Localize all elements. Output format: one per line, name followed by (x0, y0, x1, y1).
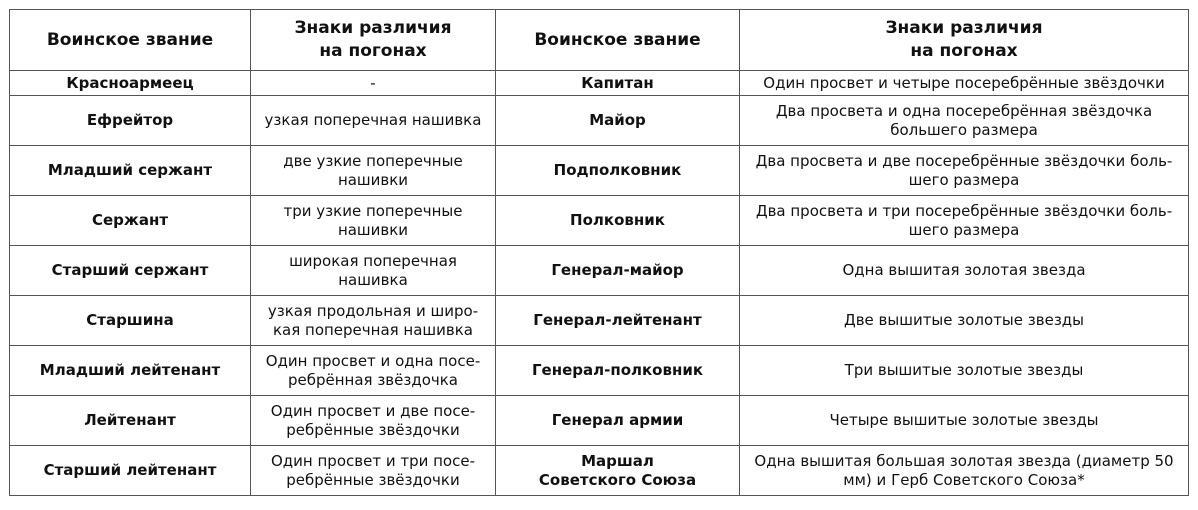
insignia-cell-right-line: Один просвет и четыре посеребрённые звёздочки (763, 73, 1165, 92)
table-row (10, 396, 1189, 446)
table-row (10, 146, 1189, 196)
insignia-cell-left (251, 96, 496, 146)
header-insignia-line1: Знаки различия (885, 18, 1043, 38)
ranks-table-container (9, 9, 1189, 496)
insignia-cell-right (740, 446, 1189, 496)
insignia-cell-right-line: большего размера (890, 120, 1038, 139)
insignia-cell-left-line: - (370, 73, 376, 92)
rank-cell-left: Старший лейтенант (10, 446, 251, 496)
insignia-cell-right (740, 396, 1189, 446)
insignia-cell-left-line: нашивки (337, 220, 409, 239)
insignia-cell-right (740, 346, 1189, 396)
rank-cell-right (496, 246, 740, 296)
rank-cell-right-line: Советского Союза (538, 470, 697, 489)
table-row (10, 96, 1189, 146)
insignia-cell-left-line: две узкие поперечные (283, 151, 463, 170)
table-row (10, 71, 1189, 96)
insignia-cell-right-line: Одна вышитая золотая звезда (842, 261, 1086, 279)
insignia-cell-left-line: Один просвет и три посе- (271, 451, 475, 470)
insignia-cell-left-line: три узкие поперечные (283, 201, 463, 220)
table-row (10, 446, 1189, 496)
header-row (10, 10, 1189, 71)
rank-cell-right (496, 446, 740, 496)
table-row (10, 246, 1189, 296)
insignia-cell-left-line: Один просвет и две посе- (270, 401, 476, 420)
rank-cell-left: Лейтенант (10, 396, 251, 446)
rank-cell-right-line: Капитан (581, 73, 654, 92)
insignia-cell-left (251, 396, 496, 446)
rank-cell-left: Младший сержант (10, 146, 251, 196)
rank-cell-right-line: Генерал армии (551, 411, 684, 429)
insignia-cell-left-line: ребрённые звёздочки (286, 420, 460, 439)
insignia-cell-left (251, 71, 496, 96)
insignia-cell-right-line: Два просвета и две посеребрённые звёздочки боль- (755, 151, 1173, 170)
rank-cell-right (496, 196, 740, 246)
insignia-cell-right (740, 196, 1189, 246)
table-row (10, 196, 1189, 246)
rank-cell-right (496, 346, 740, 396)
insignia-cell-right-line: Четыре вышитые золотые звезды (829, 411, 1099, 429)
insignia-cell-right (740, 146, 1189, 196)
insignia-cell-left-line: кая поперечная нашивка (272, 320, 474, 339)
insignia-cell-left (251, 146, 496, 196)
insignia-cell-left-line: узкая поперечная нашивка (264, 111, 482, 129)
insignia-cell-left (251, 246, 496, 296)
table-row (10, 296, 1189, 346)
rank-cell-right-line: Подполковник (553, 161, 682, 179)
insignia-cell-right-line: Два просвета и одна посеребрённая звёздочка (775, 101, 1153, 120)
insignia-cell-left-line: нашивка (338, 270, 408, 289)
rank-cell-left: Сержант (10, 196, 251, 246)
rank-cell-left: Старший сержант (10, 246, 251, 296)
insignia-cell-right-line: мм) и Герб Советского Союза* (843, 470, 1085, 489)
table-row (10, 346, 1189, 396)
insignia-cell-right-line: Три вышитые золотые звезды (844, 361, 1084, 379)
rank-cell-left: Ефрейтор (10, 96, 251, 146)
rank-cell-right (496, 396, 740, 446)
rank-cell-left: Младший лейтенант (10, 346, 251, 396)
insignia-cell-right-line: Одна вышитая большая золотая звезда (диаметр 50 (754, 451, 1174, 470)
header-insignia-line2: на погонах (910, 41, 1018, 61)
insignia-cell-left (251, 446, 496, 496)
insignia-cell-left-line: Один просвет и одна посе- (265, 351, 481, 370)
insignia-cell-right-line: шего размера (908, 170, 1020, 189)
rank-cell-right (496, 296, 740, 346)
insignia-cell-left (251, 196, 496, 246)
rank-cell-right (496, 146, 740, 196)
header-rank-right: Воинское звание (496, 10, 740, 71)
header-rank-left: Воинское звание (10, 10, 251, 71)
insignia-cell-right-line: шего размера (908, 220, 1020, 239)
rank-cell-right-line: Майор (589, 111, 646, 129)
rank-cell-left: Старшина (10, 296, 251, 346)
insignia-cell-left (251, 346, 496, 396)
insignia-cell-left-line: широкая поперечная (289, 251, 457, 270)
rank-cell-right (496, 96, 740, 146)
rank-cell-right (496, 71, 740, 96)
rank-cell-right-line: Полковник (570, 211, 665, 229)
rank-cell-right-line: Генерал-лейтенант (533, 311, 702, 329)
header-insignia-left (251, 10, 496, 71)
insignia-cell-right (740, 96, 1189, 146)
header-insignia-line2: на погонах (319, 41, 427, 61)
insignia-cell-left-line: узкая продольная и широ- (267, 301, 479, 320)
rank-cell-right-line: Генерал-полковник (531, 361, 704, 379)
insignia-cell-right (740, 246, 1189, 296)
rank-cell-left: Красноармеец (10, 71, 251, 96)
table-body (10, 71, 1189, 496)
rank-cell-right-line: Генерал-майор (551, 261, 684, 279)
ranks-insignia-table (9, 9, 1189, 496)
insignia-cell-right (740, 71, 1189, 96)
insignia-cell-left (251, 296, 496, 346)
insignia-cell-left-line: ребрённые звёздочки (286, 470, 460, 489)
header-insignia-right (740, 10, 1189, 71)
insignia-cell-right-line: Две вышитые золотые звезды (843, 311, 1085, 329)
insignia-cell-right (740, 296, 1189, 346)
header-insignia-line1: Знаки различия (294, 18, 452, 38)
insignia-cell-right-line: Два просвета и три посеребрённые звёздочки боль- (755, 201, 1173, 220)
rank-cell-right-line: Маршал (581, 451, 654, 470)
insignia-cell-left-line: ребрённая звёздочка (287, 370, 459, 389)
insignia-cell-left-line: нашивки (337, 170, 409, 189)
